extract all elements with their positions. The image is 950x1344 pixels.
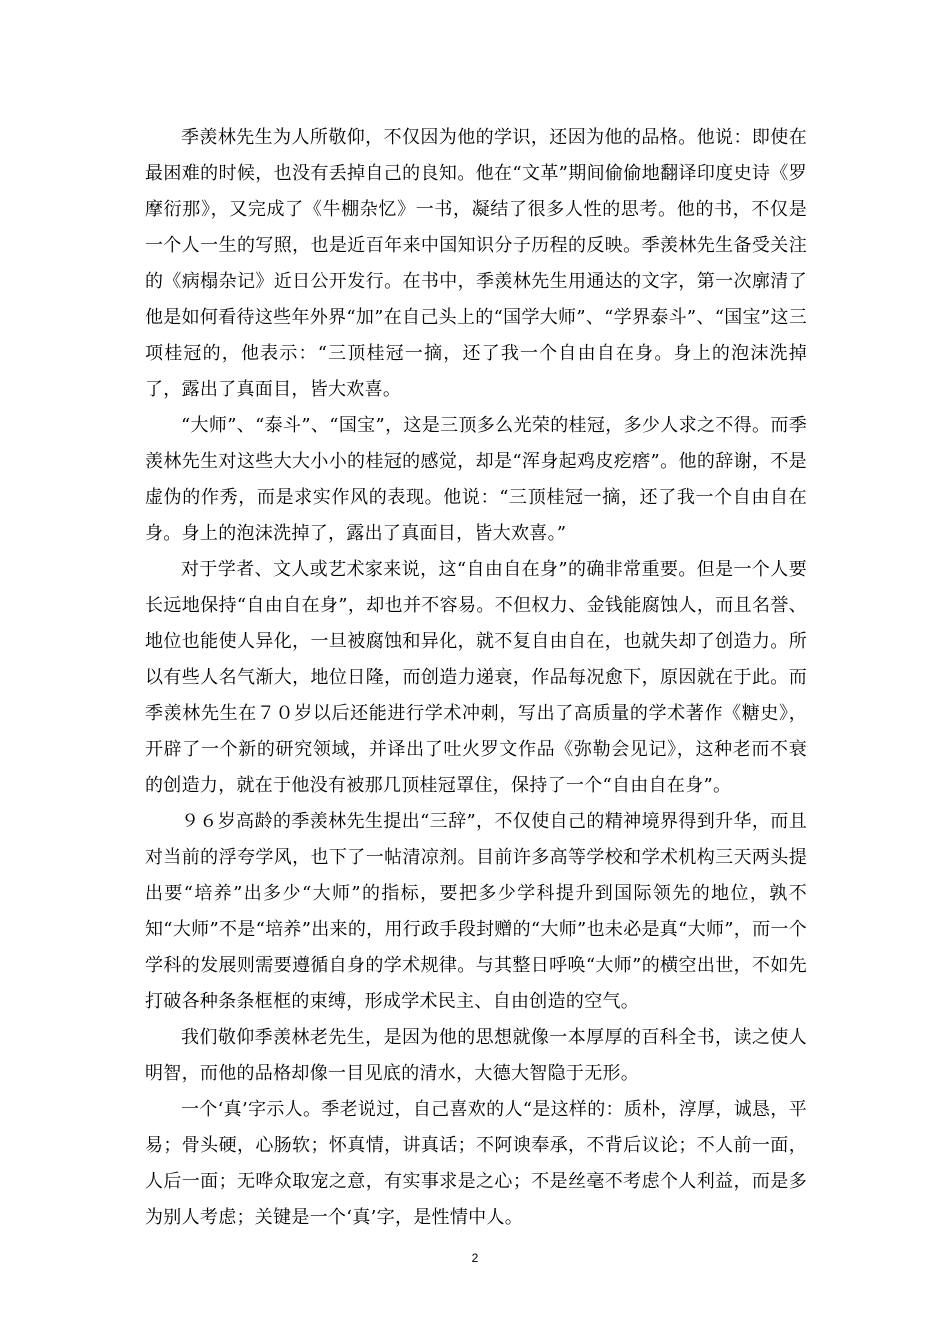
paragraph-2: “大师”、“泰斗”、“国宝”，这是三顶多么光荣的桂冠，多少人求之不得。而季羡林先生对这些大大小小的桂冠的感觉，却是“浑身起鸡皮疙瘩”。他的辞谢，不是虚伪的作秀，而是求实作风的表现。他说：“三顶桂冠一摘，还了我一个自由自在身。身上的泡沫洗掉了，露出了真面目，皆大欢喜。” (145, 415, 807, 544)
paragraph-4: ９６岁高龄的季羡林先生提出“三辞”，不仅使自己的精神境界得到升华，而且对当前的浮夸学风，也下了一帖清凉剂。目前许多高等学校和学术机构三天两头提出要“培养”出多少“大师”的指标，要把多少学科提升到国际领先的地位，孰不知“大师”不是“培养”出来的，用行政手段封赠的“大师”也未必是真“大师”，而一个学科的发展则需要遵循自身的学术规律。与其整日呼唤“大师”的横空出世，不如先打破各种条条框框的束缚，形成学术民主、自由创造的空气。 (145, 811, 807, 1012)
paragraph-3: 对于学者、文人或艺术家来说，这“自由自在身”的确非常重要。但是一个人要长远地保持“自由自在身”，却也并不容易。不但权力、金钱能腐蚀人，而且名誉、地位也能使人异化，一旦被腐蚀和异化，就不复自由自在，也就失却了创造力。所以有些人名气渐大，地位日隆，而创造力递衰，作品每况愈下，原因就在于此。而季羡林先生在７０岁以后还能进行学术冲刺，写出了高质量的学术著作《糖史》，开辟了一个新的研究领域，并译出了吐火罗文作品《弥勒会见记》，这种老而不衰的创造力，就在于他没有被那几顶桂冠罩住，保持了一个“自由自在身”。 (145, 559, 807, 796)
paragraph-5: 我们敬仰季羡林老先生，是因为他的思想就像一本厚厚的百科全书，读之使人明智，而他的品格却像一目见底的清水，大德大智隐于无形。 (145, 1027, 807, 1084)
document-body (145, 120, 807, 1236)
paragraph-6: 一个‘真’字示人。季老说过，自己喜欢的人“是这样的：质朴，淳厚，诚恳，平易；骨头硬，心肠软；怀真情，讲真话；不阿谀奉承，不背后议论；不人前一面，人后一面；无哗众取宠之意，有实事求是之心；不是丝毫不考虑个人利益，而是多为别人考虑；关键是一个‘真’字，是性情中人。 (145, 1099, 807, 1228)
page-number: 2 (471, 1251, 479, 1265)
paragraph-1: 季羡林先生为人所敬仰，不仅因为他的学识，还因为他的品格。他说：即使在最困难的时候，也没有丢掉自己的良知。他在“文革”期间偷偷地翻译印度史诗《罗摩衍那》，又完成了《牛棚杂忆》一书，凝结了很多人性的思考。他的书，不仅是一个人一生的写照，也是近百年来中国知识分子历程的反映。季羡林先生备受关注的《病榻杂记》近日公开发行。在书中，季羡林先生用通达的文字，第一次廓清了他是如何看待这些年外界“加”在自己头上的“国学大师”、“学界泰斗”、“国宝”这三项桂冠的，他表示：“三顶桂冠一摘，还了我一个自由自在身。身上的泡沫洗掉了，露出了真面目，皆大欢喜。 (145, 127, 807, 400)
